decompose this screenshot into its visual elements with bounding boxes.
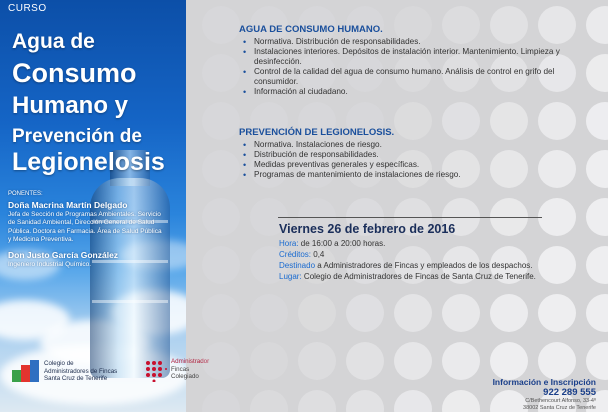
decorative-dot xyxy=(538,294,576,332)
decorative-dot xyxy=(346,390,384,412)
decorative-dot xyxy=(490,294,528,332)
college-logo-icon xyxy=(12,360,40,382)
speaker-1-desc-line: Jefa de Sección de Programas Ambientales. Servicio xyxy=(8,210,161,218)
hour-label: Hora: xyxy=(279,239,299,248)
hour-value: de 16:00 a 20:00 horas. xyxy=(300,239,386,248)
event-place xyxy=(279,271,569,282)
speaker-1-desc-line: y Medicina Preventiva. xyxy=(8,236,74,243)
decorative-dot xyxy=(394,342,432,380)
list-item: • Medidas preventivas generales y específicas. xyxy=(239,160,569,170)
decorative-dot xyxy=(586,342,608,380)
decorative-dot xyxy=(442,294,480,332)
speakers-label: PONENTES: xyxy=(8,191,43,197)
poster-left-panel xyxy=(0,0,186,412)
college-logo-line: Administradores de Fincas xyxy=(44,367,118,375)
administrator-logo-line: Colegiado xyxy=(171,373,199,380)
administrator-logo-icon xyxy=(145,360,167,382)
contact-address-line: C/Bethencourt Alfonso, 33-4º xyxy=(525,398,596,404)
event-audience xyxy=(279,260,569,271)
title-line-2: Consumo xyxy=(12,58,137,88)
decorative-dot xyxy=(298,390,336,412)
decorative-dot xyxy=(298,342,336,380)
decorative-dot xyxy=(586,150,608,188)
decorative-dot xyxy=(202,246,240,284)
contact-block xyxy=(493,377,596,412)
event-date: Viernes 26 de febrero de 2016 xyxy=(279,222,456,236)
list-item: • Programas de mantenimiento de instalaciones de riesgo. xyxy=(239,170,569,180)
decorative-dot xyxy=(586,54,608,92)
section-list xyxy=(239,140,569,180)
contact-title: Información e Inscripción xyxy=(492,377,596,387)
decorative-dot xyxy=(202,54,240,92)
decorative-dot xyxy=(586,294,608,332)
speaker-2-name: Don Justo García González xyxy=(8,249,119,260)
administrator-logo-line: Fincas xyxy=(171,365,190,373)
decorative-dot xyxy=(538,342,576,380)
list-item: • Normativa. Instalaciones de riesgo. xyxy=(239,140,569,150)
decorative-dot xyxy=(586,198,608,236)
speakers-block xyxy=(8,190,184,269)
decorative-dot xyxy=(202,198,240,236)
speaker-1-desc-line: de Sanidad Ambiental, Dirección General de Salud xyxy=(8,219,155,226)
decorative-dot xyxy=(202,390,240,412)
decorative-dot xyxy=(250,294,288,332)
decorative-dot xyxy=(586,102,608,140)
speaker-2-desc: Ingeniero Industrial Químico. xyxy=(8,260,92,268)
decorative-dot xyxy=(202,102,240,140)
decorative-dot xyxy=(250,342,288,380)
decorative-dot xyxy=(586,246,608,284)
decorative-dot xyxy=(586,6,608,44)
speaker-1-desc-line: Pública. Doctora en Farmacia. Área de Salud Pública xyxy=(8,227,162,235)
list-item: • Instalaciones interiores. Depósitos de instalación interior. Mantenimiento. Limpieza y desinfección. xyxy=(239,47,569,67)
section-water-consumption xyxy=(239,24,569,97)
title-line-5: Legionelosis xyxy=(12,148,165,176)
event-credits xyxy=(279,249,569,260)
section-list xyxy=(239,37,569,97)
decorative-dot xyxy=(490,342,528,380)
contact-phone[interactable]: 922 289 555 xyxy=(543,387,596,398)
credits-value: 0,4 xyxy=(313,250,325,259)
list-item: • Distribución de responsabilidades. xyxy=(239,150,569,160)
decorative-dot xyxy=(442,390,480,412)
decorative-dot xyxy=(298,294,336,332)
decorative-dot xyxy=(202,6,240,44)
decorative-dot xyxy=(346,294,384,332)
list-item: • Información al ciudadano. xyxy=(239,87,569,97)
administrator-logo-line: Administrador xyxy=(171,358,210,365)
decorative-dot xyxy=(346,342,384,380)
section-legionellosis xyxy=(239,127,569,180)
title-line-4: Prevención de xyxy=(12,126,142,147)
decorative-dot xyxy=(394,390,432,412)
credits-label: Créditos: xyxy=(279,250,312,259)
decorative-dot xyxy=(442,342,480,380)
place-label: Lugar: xyxy=(279,272,302,281)
contact-address-line: 38002 Santa Cruz de Tenerife xyxy=(523,405,596,411)
bottle-ring xyxy=(92,300,168,303)
decorative-dot xyxy=(202,342,240,380)
audience-label: Destinado xyxy=(279,261,316,270)
section-title: PREVENCIÓN DE LEGIONELOSIS. xyxy=(239,127,395,138)
title-line-1: Agua de xyxy=(12,30,95,53)
college-logo-line: Santa Cruz de Tenerife xyxy=(44,375,108,382)
section-title: AGUA DE CONSUMO HUMANO. xyxy=(239,24,383,35)
college-logo-text xyxy=(44,360,117,383)
audience-value: a Administradores de Fincas y empleados de los despachos. xyxy=(317,261,533,270)
event-hour xyxy=(279,238,569,249)
list-item: • Control de la calidad del agua de consumo humano. Análisis de control en grifo del consumidor. xyxy=(239,67,569,87)
decorative-dot xyxy=(394,294,432,332)
divider-line xyxy=(278,217,542,218)
title-line-3: Humano y xyxy=(12,92,129,119)
college-logo-line: Colegio de xyxy=(44,360,74,367)
place-value: Colegio de Administradores de Fincas de Santa Cruz de Tenerife. xyxy=(303,272,536,281)
decorative-dot xyxy=(202,294,240,332)
course-label: CURSO xyxy=(8,3,47,14)
event-details xyxy=(279,222,569,282)
list-item: • Normativa. Distribución de responsabilidades. xyxy=(239,37,569,47)
decorative-dot xyxy=(202,150,240,188)
speaker-1-name: Doña Macrina Martín Delgado xyxy=(8,199,128,210)
decorative-dot xyxy=(250,390,288,412)
